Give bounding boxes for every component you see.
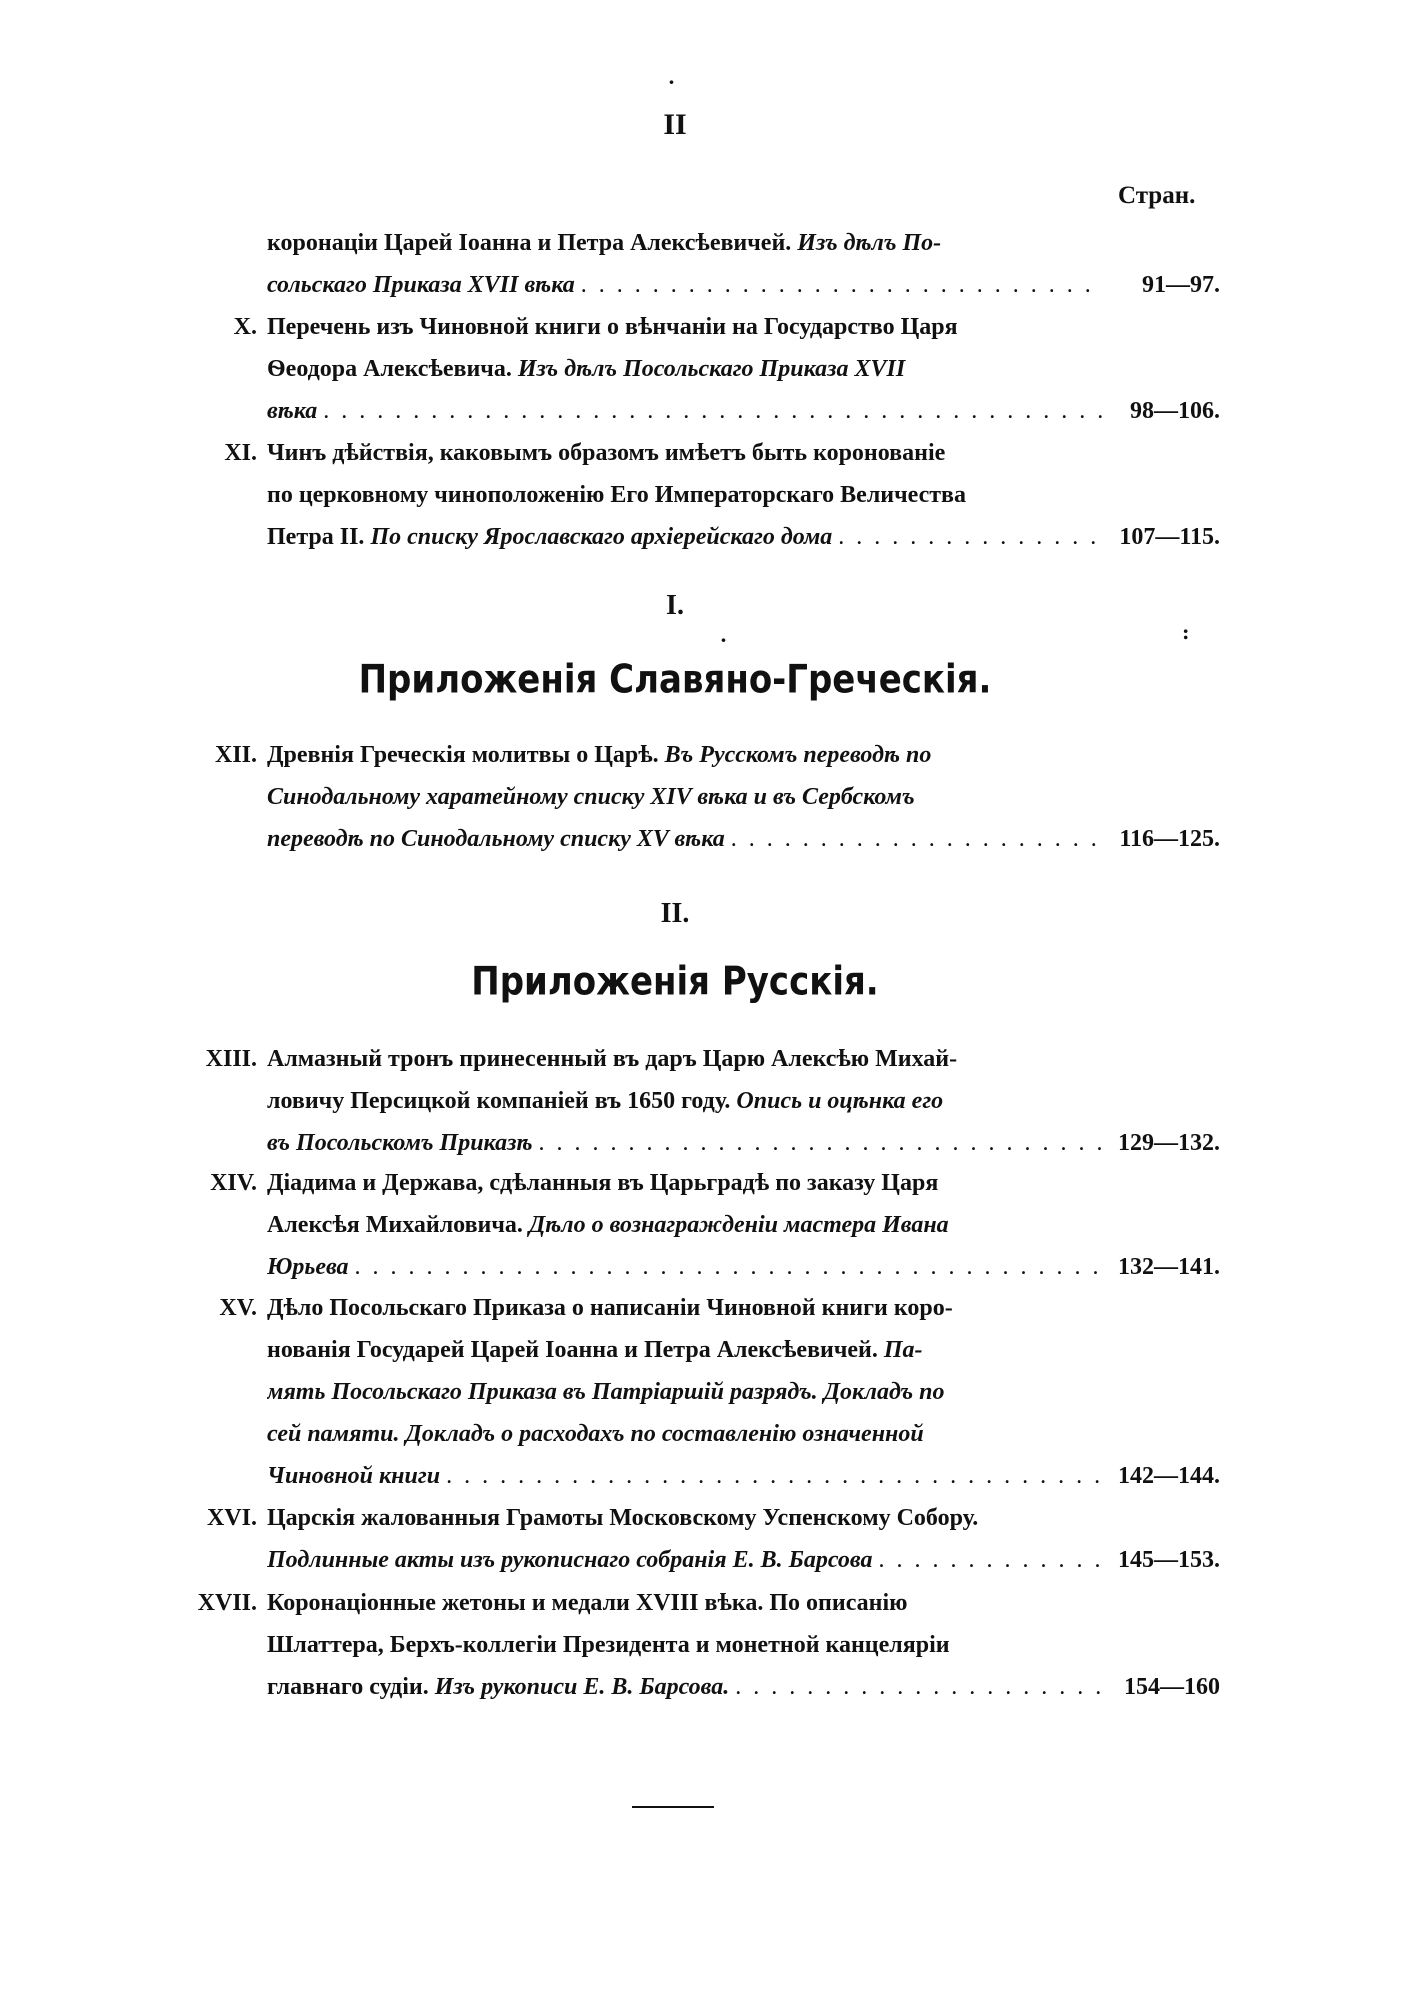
entry-line (267, 1582, 1220, 1624)
entry-text (267, 1162, 1220, 1288)
dot-leader (446, 1455, 1104, 1497)
entry-line (267, 222, 1220, 264)
entry-title-text: по церковному чиноположенію Его Императорскаго Величества (267, 482, 966, 508)
entry-title-text: Коронаціонные жетоны и медали XVIII вѣка. По описанію (267, 1590, 908, 1616)
page-range: 145—153. (1118, 1547, 1220, 1573)
entry-line (267, 348, 1220, 390)
page-range: 132—141. (1118, 1254, 1220, 1280)
dot-leader (731, 818, 1104, 860)
entry-title-text: Древнія Греческія молитвы о Царѣ. (267, 742, 665, 768)
entry-title-text: Ѳеодора Алексѣевича. (267, 356, 518, 382)
entry-text (267, 1497, 1220, 1581)
entry-line (267, 1246, 1220, 1288)
entry-source-text: Юрьева (267, 1254, 349, 1280)
entry-line (267, 516, 1220, 558)
page-range: 142—144. (1118, 1463, 1220, 1489)
entry-title-text: Алексѣя Михайловича. (267, 1212, 529, 1238)
dot-leader (581, 264, 1104, 306)
entry-title-text: Чинъ дѣйствія, каковымъ образомъ имѣетъ быть коронованіе (267, 440, 946, 466)
dot-leader (878, 1539, 1104, 1581)
entry-line (267, 1666, 1220, 1708)
entry-line (267, 1539, 1220, 1581)
entry-line (267, 1624, 1220, 1666)
section-2-title: Приложенія Русскія. (471, 959, 879, 1005)
dot-leader (539, 1122, 1105, 1164)
entry-source-text: Подлинные акты изъ рукописнаго собранія Е. В. Барсова (267, 1547, 873, 1573)
entry-title-text: нованія Государей Царей Іоанна и Петра Алексѣевичей. (267, 1337, 884, 1363)
page-range: 129—132. (1118, 1130, 1220, 1156)
entry-line (267, 1413, 1220, 1455)
entry-title-text: главнаго судіи. (267, 1674, 435, 1700)
entry-title-text: коронаціи Царей Іоанна и Петра Алексѣевичей. (267, 230, 798, 256)
entry-line (267, 1371, 1220, 1413)
entry-line (267, 474, 1220, 516)
entry-line (267, 1038, 1220, 1080)
dot-leader (323, 390, 1104, 432)
entry-title-text: Царскія жалованныя Грамоты Московскому Успенскому Собору. (267, 1505, 979, 1531)
entry-number: XI. (224, 440, 257, 466)
entry-source-text: Синодальному харатейному списку XIV вѣка и въ Сербскомъ (267, 784, 915, 810)
entry-source-text: сей памяти. Докладъ о расходахъ по составленію означенной (267, 1421, 924, 1447)
entry-line (267, 1122, 1220, 1164)
entry-line (267, 1287, 1220, 1329)
entry-title-text: Петра II. (267, 524, 371, 550)
page-number: II (663, 108, 687, 141)
entry-number: X. (233, 314, 257, 340)
entry-number: XIII. (205, 1046, 257, 1072)
entry-source-text: Изъ дѣлъ По- (797, 230, 942, 256)
entry-line (267, 1497, 1220, 1539)
entry-source-text: вѣка (267, 398, 318, 424)
entry-source-text: Дѣло о вознагражденіи мастера Ивана (528, 1212, 949, 1238)
entry-line (267, 390, 1220, 432)
entry-line (267, 1329, 1220, 1371)
entry-source-text: Изъ дѣлъ Посольскаго Приказа XVII (517, 356, 906, 382)
ink-speck: · (668, 70, 675, 94)
entry-number: XVI. (206, 1505, 257, 1531)
entry-line (267, 776, 1220, 818)
entry-title-text: Алмазный тронъ принесенный въ даръ Царю Алексѣю Михай- (267, 1046, 958, 1072)
entry-number: XII. (214, 742, 257, 768)
entry-line (267, 1080, 1220, 1122)
entry-text (267, 1582, 1220, 1708)
entry-source-text: переводѣ по Синодальному списку XV вѣка (267, 826, 725, 852)
entry-line (267, 1162, 1220, 1204)
entry-number: XIV. (210, 1170, 257, 1196)
ink-speck: : (1182, 620, 1190, 644)
page-range: 154—160 (1124, 1674, 1220, 1700)
entry-title-text: Перечень изъ Чиновной книги о вѣнчаніи на Государство Царя (267, 314, 958, 340)
section-1-title: Приложенія Славяно-Греческія. (358, 657, 992, 703)
entry-number: XV. (219, 1295, 257, 1321)
dot-leader (735, 1666, 1104, 1708)
pages-column-header: Стран. (1118, 182, 1196, 209)
section-2-number: II. (660, 898, 690, 929)
entry-text (267, 1038, 1220, 1164)
entry-line (267, 264, 1220, 306)
entry-text (267, 734, 1220, 860)
entry-title-text: Діадима и Держава, сдѣланныя въ Царьградѣ по заказу Царя (267, 1170, 939, 1196)
entry-number: XVII. (197, 1590, 257, 1616)
entry-line (267, 734, 1220, 776)
entry-text (267, 432, 1220, 558)
entry-source-text: Изъ рукописи Е. В. Барсова. (434, 1674, 730, 1700)
entry-source-text: Въ Русскомъ переводѣ по (664, 742, 932, 768)
ink-speck: · (720, 628, 727, 652)
page-range: 91—97. (1142, 272, 1220, 298)
entry-source-text: Опись и оцѣнка его (736, 1088, 944, 1114)
entry-title-text: Шлаттера, Берхъ-коллегіи Президента и монетной канцеляріи (267, 1632, 950, 1658)
entry-text (267, 306, 1220, 432)
entry-source-text: въ Посольскомъ Приказѣ (267, 1130, 533, 1156)
page-range: 98—106. (1130, 398, 1220, 424)
entry-source-text: Па- (883, 1337, 923, 1363)
entry-title-text: Дѣло Посольскаго Приказа о написаніи Чиновной книги коро- (267, 1295, 953, 1321)
closing-rule (632, 1806, 714, 1808)
entry-line (267, 306, 1220, 348)
dot-leader (838, 516, 1104, 558)
entry-line (267, 432, 1220, 474)
entry-line (267, 818, 1220, 860)
entry-source-text: сольскаго Приказа XVII вѣка (267, 272, 575, 298)
entry-source-text: По списку Ярославскаго архіерейскаго дома (370, 524, 833, 550)
entry-source-text: Чиновной книги (267, 1463, 441, 1489)
section-1-number: I. (666, 590, 684, 621)
entry-title-text: ловичу Персицкой компаніей въ 1650 году. (267, 1088, 737, 1114)
entry-line (267, 1455, 1220, 1497)
page-range: 107—115. (1119, 524, 1220, 550)
entry-line (267, 1204, 1220, 1246)
dot-leader (355, 1246, 1104, 1288)
page-range: 116—125. (1119, 826, 1220, 852)
entry-source-text: мять Посольскаго Приказа въ Патріаршій разрядъ. Докладъ по (267, 1379, 945, 1405)
entry-text (267, 222, 1220, 306)
entry-text (267, 1287, 1220, 1497)
